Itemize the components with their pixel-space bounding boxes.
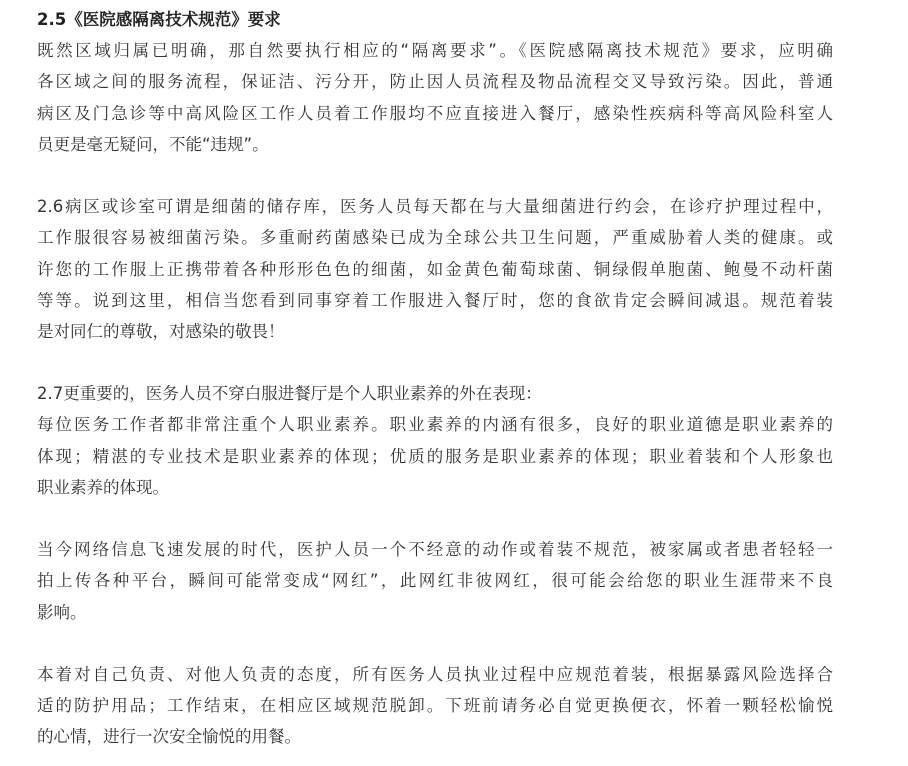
paragraph-spacer (37, 160, 833, 191)
paragraph-line: 体现；精湛的专业技术是职业素养的体现；优质的服务是职业素养的体现；职业着装和个人形象也 (37, 446, 833, 466)
paragraph-line: 工作服很容易被细菌污染。多重耐药菌感染已成为全球公共卫生问题，严重威胁着人类的健康。或 (37, 228, 833, 248)
paragraph-line: 是对同仁的尊敬，对感染的敬畏！ (37, 321, 285, 341)
paragraph-line: 等等。说到这里，相信当您看到同事穿着工作服进入餐厅时，您的食欲肯定会瞬间减退。规范着装 (37, 290, 833, 310)
article (37, 4, 833, 753)
paragraph-line: 适的防护用品；工作结束，在相应区域规范脱卸。下班前请务必自觉更换便衣，怀着一颗轻松愉悦 (37, 696, 833, 716)
section-heading: 2.5《医院感隔离技术规范》要求 (37, 10, 281, 29)
paragraph-bacteria-reservoir (37, 191, 833, 347)
paragraph-line: 2.7更重要的，医务人员不穿白服进餐厅是个人职业素养的外在表现： (37, 384, 542, 404)
paragraph-conclusion (37, 659, 833, 753)
paragraph-line: 拍上传各种平台，瞬间可能常变成“网红”，此网红非彼网红，很可能会给您的职业生涯带来不良 (37, 571, 833, 591)
paragraph-line: 既然区域归属已明确，那自然要执行相应的“隔离要求”。《医院感隔离技术规范》要求，应明确 (37, 41, 833, 61)
paragraph-line: 每位医务工作者都非常注重个人职业素养。职业素养的内涵有很多，良好的职业道德是职业素养的 (37, 415, 833, 435)
paragraph-internet-era (37, 534, 833, 628)
paragraph-line: 当今网络信息飞速发展的时代，医护人员一个不经意的动作或着装不规范，被家属或者患者轻轻一 (37, 540, 833, 560)
paragraph-line: 2.6病区或诊室可谓是细菌的储存库，医务人员每天都在与大量细菌进行约会，在诊疗护理过程中， (37, 197, 833, 217)
paragraph-line: 的心情，进行一次安全愉悦的用餐。 (37, 727, 301, 747)
paragraph-line: 病区及门急诊等中高风险区工作人员着工作服均不应直接进入餐厅，感染性疾病科等高风险科室人 (37, 103, 833, 123)
paragraph-spacer (37, 503, 833, 534)
paragraph-professional-ethics (37, 378, 833, 503)
paragraph-line: 员更是毫无疑问，不能“违规”。 (37, 134, 269, 154)
paragraph-line: 职业素养的体现。 (37, 477, 169, 497)
paragraph-line: 各区域之间的服务流程，保证洁、污分开，防止因人员流程及物品流程交叉导致污染。因此，普通 (37, 72, 833, 92)
paragraph-line: 影响。 (37, 602, 87, 622)
paragraph-line: 许您的工作服上正携带着各种形形色色的细菌，如金黄色葡萄球菌、铜绿假单胞菌、鲍曼不动杆菌 (37, 259, 833, 279)
paragraph-line: 本着对自己负责、对他人负责的态度，所有医务人员执业过程中应规范着装，根据暴露风险选择合 (37, 664, 833, 684)
paragraph-spacer (37, 628, 833, 659)
paragraph-isolation-requirements (37, 35, 833, 160)
paragraph-spacer (37, 347, 833, 378)
